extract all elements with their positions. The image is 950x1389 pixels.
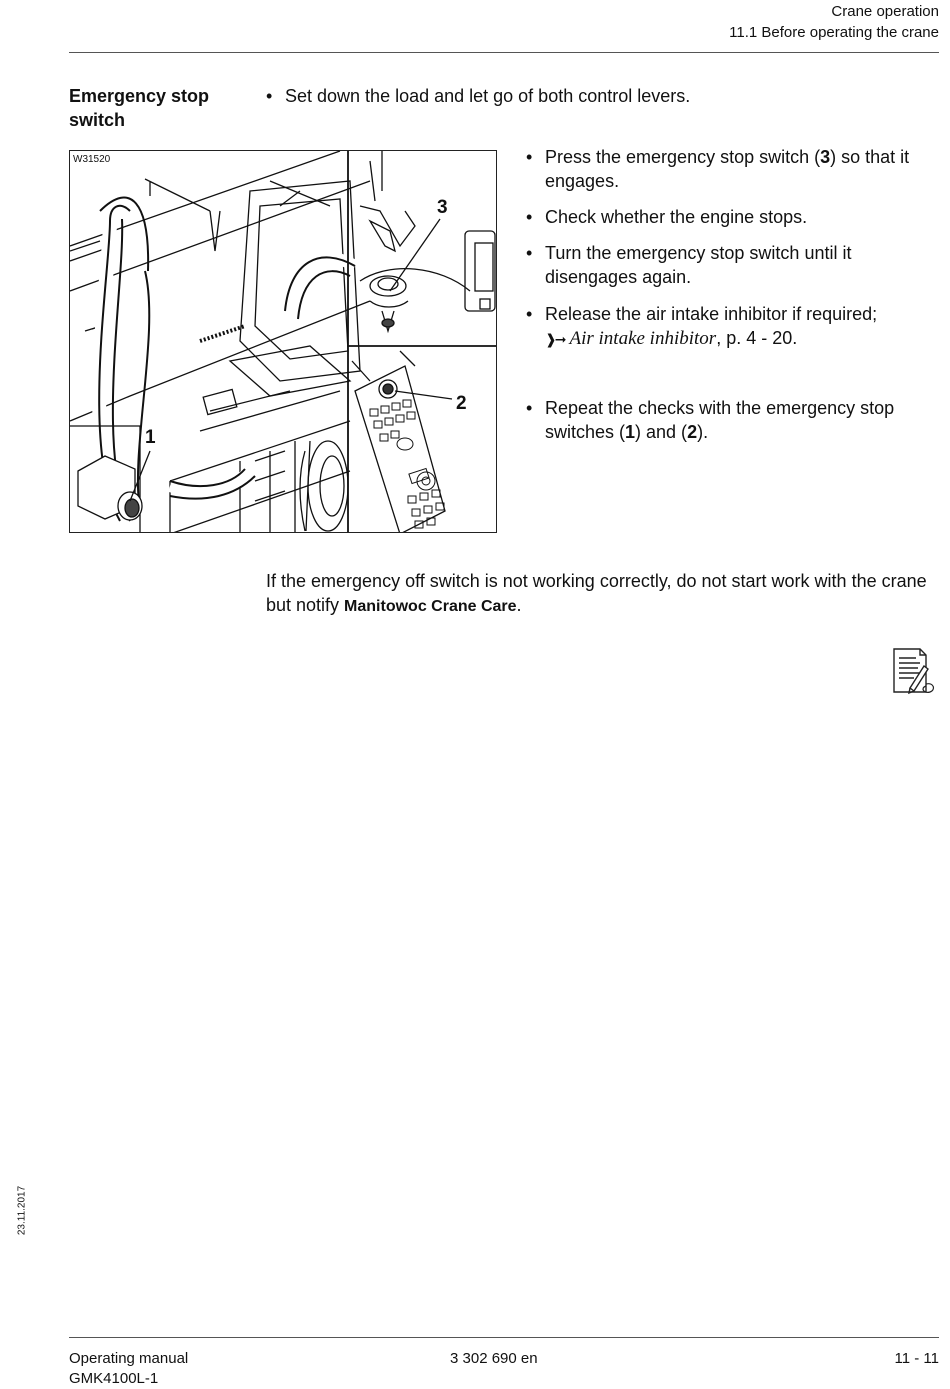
manual-note-icon <box>890 646 940 696</box>
bullet-dot: • <box>526 398 533 418</box>
callout-3: 3 <box>437 197 448 218</box>
bullet-dot: • <box>526 304 533 324</box>
footer-rule <box>69 1337 939 1338</box>
step-press-switch <box>526 145 940 193</box>
emergency-stop-figure <box>69 150 497 533</box>
print-date: 23.11.2017 <box>16 1185 28 1236</box>
bullet-dot: • <box>526 147 533 167</box>
callout-1: 1 <box>145 427 156 448</box>
step-check-engine <box>526 205 940 229</box>
bullet-dot: • <box>266 86 273 106</box>
step-release-inhibitor <box>526 302 940 350</box>
footer-manual: Operating manual <box>69 1350 189 1367</box>
bullet-set-down-load <box>266 84 946 108</box>
crane-cab-illustration <box>70 151 497 533</box>
callout-2: 2 <box>456 393 467 414</box>
cross-reference-link[interactable]: Air intake inhibitor <box>569 328 717 349</box>
step-text: Turn the emergency stop switch until it disengages again. <box>545 243 852 287</box>
cross-reference-arrow-icon: ❱➞ <box>545 331 565 347</box>
step-bold-ref: 2 <box>687 422 698 442</box>
step-repeat-checks <box>526 396 940 444</box>
bullet-text: Set down the load and let go of both control levers. <box>285 86 691 106</box>
step-text: ). <box>697 422 709 442</box>
cross-reference-page: , p. 4 - 20. <box>716 328 798 348</box>
step-bold-ref: 3 <box>820 147 831 167</box>
step-text: ) and ( <box>635 422 688 442</box>
warning-note <box>266 569 942 619</box>
bullet-dot: • <box>526 243 533 263</box>
step-text: Press the emergency stop switch ( <box>545 147 821 167</box>
note-brand: Manitowoc Crane Care <box>344 598 517 615</box>
note-text: If the emergency off switch is not working correctly, do not start work with the crane but notify <box>266 571 927 615</box>
bullet-dot: • <box>526 207 533 227</box>
step-text: Check whether the engine stops. <box>545 207 808 227</box>
header-section: 11.1 Before operating the crane <box>729 24 939 41</box>
step-text: Repeat the checks with the emergency stop switches ( <box>545 398 895 442</box>
step-turn-switch <box>526 241 940 289</box>
step-text: ) so that it engages. <box>545 147 910 191</box>
footer-model: GMK4100L-1 <box>69 1370 159 1387</box>
side-heading: Emergency stop switch <box>69 86 210 130</box>
header-rule <box>69 52 939 53</box>
step-text: Release the air intake inhibitor if required; <box>545 304 878 324</box>
footer-page-number: 11 - 11 <box>894 1350 939 1367</box>
step-bold-ref: 1 <box>625 422 636 442</box>
figure-id: W31520 <box>73 154 111 165</box>
note-text: . <box>516 595 522 615</box>
footer-doc-number: 3 302 690 en <box>450 1350 538 1367</box>
header-chapter: Crane operation <box>831 3 939 20</box>
